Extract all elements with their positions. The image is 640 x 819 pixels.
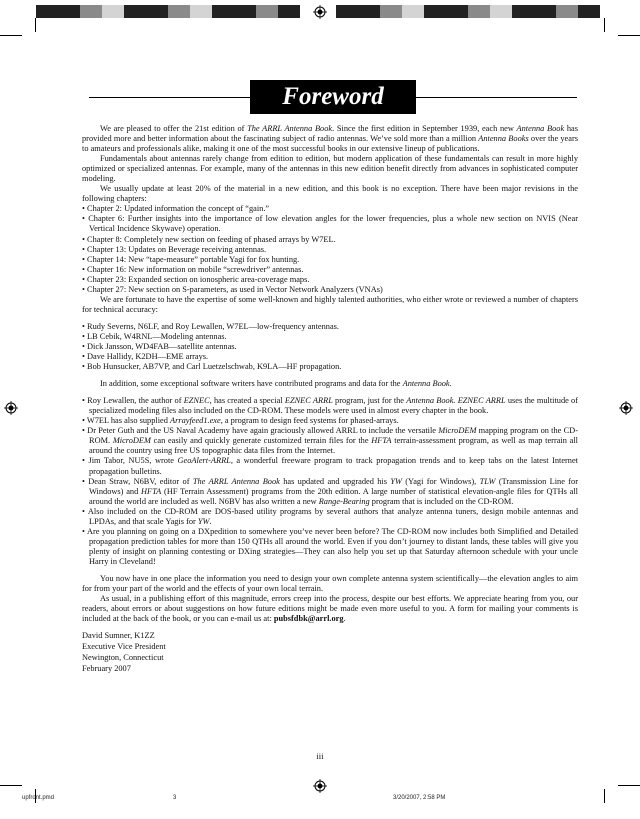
crop-mark: [0, 35, 22, 36]
list-item: • Dr Peter Guth and the US Naval Academy have again graciously allowed ARRL to include the versatile MicroDEM mapping program on the CD-ROM. MicroDEM can easily and quickly generate customized terrain files for the HFTA terrain-assessment program, as well as map terrain all around the country using free US topographic data files from the Internet.: [82, 426, 578, 456]
footer-filename: upfront.pmd: [22, 795, 55, 801]
color-bar-swatch: [468, 5, 490, 18]
color-bar-swatch: [336, 5, 358, 18]
foreword-body: [82, 124, 578, 674]
list-item: • Chapter 16: New information on mobile “screwdriver” antennas.: [82, 265, 578, 275]
color-bar-swatch: [234, 5, 256, 18]
authority-list: [82, 322, 578, 372]
crop-mark: [604, 789, 605, 803]
list-item: • Chapter 6: Further insights into the importance of low elevation angles for the lower frequencies, plus a whole new section on NVIS (Near Vertical Incidence Skywave) operation.: [82, 214, 578, 234]
crop-mark: [618, 35, 640, 36]
signature-name: David Sumner, K1ZZ: [82, 631, 155, 641]
paragraph-software: In addition, some exceptional software writers have contributed programs and data for the Antenna Book.: [100, 379, 452, 389]
list-item: • W7EL has also supplied Arrayfeed1.exe, a program to design feed systems for phased-arrays.: [82, 416, 578, 426]
signature-block: [82, 631, 578, 674]
list-item: • Bob Hunsucker, AB7VP, and Carl Luetzelschwab, K9LA—HF propagation.: [82, 362, 578, 372]
signature-date: February 2007: [82, 663, 131, 673]
color-bar-swatch: [380, 5, 402, 18]
paragraph-design: You now have in one place the information you need to design your own complete antenna system scientifically—the elevation angles to aim for from your part of the world and the effects of your own local terrain.: [82, 573, 578, 594]
registration-mark-top: [313, 5, 327, 19]
crop-mark: [604, 18, 605, 32]
list-item: • Roy Lewallen, the author of EZNEC, has created a special EZNEC ARRL program, just for the Antenna Book. EZNEC ARRL uses the multitude of specialized modeling files also included on the CD-ROM. These models were used in almost every chapter in the book.: [82, 396, 578, 416]
list-item: • Chapter 13: Updates on Beverage receiving antennas.: [82, 245, 578, 255]
list-item: • Also included on the CD-ROM are DOS-based utility programs by several authors that analyze antenna tuners, design mobile antennas and LPDAs, and that scale Yagis for YW.: [82, 507, 578, 527]
color-bar-swatch: [168, 5, 190, 18]
color-bar-swatch: [190, 5, 212, 18]
crop-mark: [618, 785, 640, 786]
list-item: • Dean Straw, N6BV, editor of The ARRL Antenna Book has updated and upgraded his YW (Yagi for Windows), TLW (Transmission Line for Windows) and HFTA (HF Terrain Assessment) programs from the 20th edition. A large number of statistical elevation-angle files for QTHs all around the world are included as well. N6BV has also written a new Range-Bearing program that is included on the CD-ROM.: [82, 477, 578, 507]
footer-page: 3: [173, 795, 177, 801]
list-item: • Are you planning on going on a DXpedition to somewhere you’ve never been before? The CD-ROM now includes both Simplified and Detailed propagation prediction tables for more than 150 QTHs all around the world. Even if you don’t journey to distant lands, these tables will give you plenty of insight on planning contesting or DXing strategies—They can also help you set up that Saturday afternoon schedule with your uncle Harry in Cleveland!: [82, 527, 578, 567]
page-title: Foreword: [250, 80, 416, 114]
list-item: • LB Cebik, W4RNL—Modeling antennas.: [82, 332, 578, 342]
list-item: • Jim Tabor, NU5S, wrote GeoAlert-ARRL, a wonderful freeware program to track propagation trends and to keep tabs on the latest Internet propagation bulletins.: [82, 456, 578, 476]
color-bar-swatch: [278, 5, 300, 18]
color-bar-swatch: [146, 5, 168, 18]
color-bar-swatch: [556, 5, 578, 18]
feedback-email-link[interactable]: pubsfdbk@arrl.org: [273, 614, 344, 624]
registration-mark-right: [619, 401, 633, 415]
list-item: • Dick Jansson, WD4FAB—satellite antennas.: [82, 342, 578, 352]
color-bar-swatch: [358, 5, 380, 18]
color-bar-left: [36, 5, 300, 18]
title-rule-right: [416, 97, 577, 98]
list-item: • Rudy Severns, N6LF, and Roy Lewallen, W7EL—low-frequency antennas.: [82, 322, 578, 332]
list-item: • Chapter 8: Completely new section on feeding of phased arrays by W7EL.: [82, 235, 578, 245]
color-bar-swatch: [490, 5, 512, 18]
color-bar-swatch: [256, 5, 278, 18]
footer-timestamp: 3/20/2007, 2:58 PM: [393, 795, 446, 801]
paragraph-updates: We usually update at least 20% of the material in a new edition, and this book is no exception. There have been major revisions in the following chapters:: [82, 184, 578, 204]
color-bar-swatch: [80, 5, 102, 18]
color-bar-swatch: [578, 5, 600, 18]
list-item: • Chapter 14: New “tape-measure” portable Yagi for fox hunting.: [82, 255, 578, 265]
paragraph-authorities: We are fortunate to have the expertise of some well-known and highly talented authorities, who either wrote or reviewed a number of chapters for technical accuracy:: [82, 294, 578, 314]
page-number: iii: [316, 751, 324, 761]
color-bar-swatch: [534, 5, 556, 18]
color-bar-swatch: [402, 5, 424, 18]
software-list: [82, 396, 578, 567]
chapter-list: [82, 204, 578, 294]
color-bar-swatch: [424, 5, 446, 18]
crop-mark: [0, 785, 22, 786]
color-bar-swatch: [102, 5, 124, 18]
color-bar-swatch: [212, 5, 234, 18]
paragraph-fundamentals: Fundamentals about antennas rarely change from edition to edition, but modern application of these fundamentals can result in more highly optimized or specialized antennas. For example, many of the antennas in this new edition benefit directly from advances in sophisticated computer modeling.: [82, 154, 578, 184]
list-item: • Chapter 27: New section on S-parameters, as used in Vector Network Analyzers (VNAs): [82, 285, 578, 295]
title-banner: [89, 80, 577, 114]
color-bar-swatch: [446, 5, 468, 18]
paragraph-intro: We are pleased to offer the 21st edition of The ARRL Antenna Book. Since the first edition in September 1939, each new Antenna Book has provided more and better information about the fascinating subject of radio antennas. We’ve sold more than a million Antenna Books over the years to amateurs and professionals alike, making it one of the most successful books in our extensive lineup of publications.: [82, 124, 578, 154]
list-item: • Dave Hallidy, K2DH—EME arrays.: [82, 352, 578, 362]
signature-location: Newington, Connecticut: [82, 652, 164, 662]
list-item: • Chapter 2: Updated information the concept of “gain.”: [82, 204, 578, 214]
list-item: • Chapter 23: Expanded section on ionospheric area-coverage maps.: [82, 275, 578, 285]
paragraph-feedback: As usual, in a publishing effort of this magnitude, errors creep into the process, despite our best efforts. We appreciate hearing from you, our readers, about errors or about suggestions on how future editions might be made even more useful to you. A form for mailing your comments is included at the back of the book, or you can e-mail us at: pubsfdbk@arrl.org.: [82, 594, 578, 624]
registration-mark-left: [4, 401, 18, 415]
registration-mark-bottom: [313, 779, 327, 793]
color-bar-swatch: [124, 5, 146, 18]
color-bar-swatch: [36, 5, 58, 18]
crop-mark: [35, 18, 36, 32]
signature-title: Executive Vice President: [82, 642, 166, 651]
color-bar-swatch: [58, 5, 80, 18]
color-bar-swatch: [512, 5, 534, 18]
color-bar-right: [336, 5, 600, 18]
title-rule-left: [89, 97, 250, 98]
